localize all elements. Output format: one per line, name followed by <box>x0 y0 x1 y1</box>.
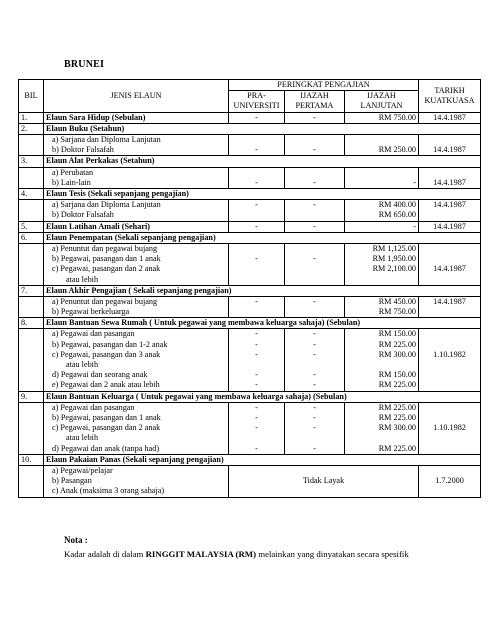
pra-value-cell <box>229 200 285 221</box>
pra-value <box>231 360 282 370</box>
allowance-items <box>44 465 229 497</box>
pra-value: - <box>255 254 258 264</box>
pertama-value: - <box>313 200 316 210</box>
tarikh-value: 1.7.2000 <box>419 465 481 497</box>
page-title: BRUNEI <box>64 59 105 70</box>
table-row <box>19 232 481 243</box>
row-number: 1. <box>19 112 44 123</box>
header-jenis: JENIS ELAUN <box>44 80 229 113</box>
lanjutan-value: RM 1,125.00 <box>372 243 417 253</box>
lanjutan-value-cell <box>345 329 419 391</box>
row-number: 6. <box>19 232 44 243</box>
row-number-spacer <box>19 465 44 497</box>
table-row-items <box>19 135 481 156</box>
lanjutan-value <box>347 135 416 145</box>
lanjutan-value: RM 450.00 <box>378 296 417 306</box>
pertama-value-cell <box>285 243 345 285</box>
allowance-items <box>44 402 229 454</box>
tarikh-value <box>421 403 478 413</box>
header-ijazah-pertama-line2: PERTAMA <box>295 101 334 111</box>
pertama-value-cell <box>285 296 345 317</box>
pra-value <box>231 307 282 317</box>
lanjutan-value: RM 2,100.00 <box>372 264 417 274</box>
row-number: 10. <box>19 454 44 465</box>
allowance-item: atau lebih <box>66 274 99 284</box>
lanjutan-value: RM 300.00 <box>378 349 417 359</box>
tarikh-value <box>421 275 478 285</box>
pra-value-cell <box>229 243 285 285</box>
header-tarikh-line2: KUATKUASA <box>424 95 475 105</box>
pertama-value: - <box>313 380 316 390</box>
pertama-value: - <box>313 254 316 264</box>
pra-value: - <box>255 402 258 412</box>
lanjutan-value: - <box>413 177 417 187</box>
table-row <box>19 156 481 167</box>
pertama-value <box>287 210 342 220</box>
pra-value: - <box>255 443 258 453</box>
table-row-items <box>19 465 481 497</box>
pertama-value-cell <box>285 329 345 391</box>
table-row <box>19 285 481 296</box>
tarikh-value <box>421 307 478 317</box>
lanjutan-value: RM 225.00 <box>378 402 417 412</box>
table-row <box>19 123 481 134</box>
allowance-item: atau lebih <box>66 360 99 370</box>
row-number: 8. <box>19 318 44 329</box>
pertama-value-cell <box>285 135 345 156</box>
row-number-spacer <box>19 329 44 391</box>
row-number-spacer <box>19 243 44 285</box>
table-row <box>19 188 481 199</box>
allowance-item: a) Pegawai/pelajar <box>52 465 113 475</box>
header-pra-line2: UNIVERSITI <box>233 101 280 111</box>
note-currency: RINGGIT MALAYSIA (RM) <box>145 549 257 559</box>
allowance-title: Elaun Buku (Setahun) <box>44 123 481 134</box>
allowance-item: e) Pegawai dan 2 anak atau lebih <box>52 380 160 390</box>
allowance-table-body <box>19 80 481 498</box>
pertama-value: - <box>313 177 316 187</box>
pra-value: - <box>255 423 258 433</box>
lanjutan-value: RM 150.00 <box>378 329 417 339</box>
lanjutan-value: RM 150.00 <box>378 370 417 380</box>
note-title: Nota : <box>64 535 88 545</box>
row-number: 2. <box>19 123 44 134</box>
pra-value: - <box>255 296 258 306</box>
row-number-spacer <box>19 296 44 317</box>
allowance-title: Elaun Bantuan Keluarga ( Untuk pegawai yang membawa keluarga sahaja) (Sebulan) <box>44 391 481 402</box>
allowance-title: Elaun Akhir Pengajian ( Sekali sepanjang pengajian) <box>44 285 481 296</box>
allowance-item: b) Pasangan <box>52 476 92 486</box>
tarikh-value <box>421 444 478 454</box>
allowance-item: a) Sarjana dan Diploma Lanjutan <box>52 200 161 210</box>
lanjutan-value-cell <box>345 135 419 156</box>
pertama-value <box>287 135 342 145</box>
lanjutan-value <box>347 433 416 443</box>
allowance-item: d) Pegawai dan seorang anak <box>52 370 148 380</box>
tarikh-value-cell <box>419 135 481 156</box>
pra-value <box>231 275 282 285</box>
pra-value: - <box>229 221 285 232</box>
allowance-item: b) Doktor Falsafah <box>52 210 114 220</box>
pertama-value: - <box>313 423 316 433</box>
lanjutan-value-cell <box>345 243 419 285</box>
table-row <box>19 318 481 329</box>
tarikh-value <box>421 135 478 145</box>
tarikh-value <box>421 340 478 350</box>
table-row-items <box>19 167 481 188</box>
allowance-title: Elaun Bantuan Sewa Rumah ( Untuk pegawai yang membawa keluarga sahaja) (Sebulan) <box>44 318 481 329</box>
allowance-item: b) Lain-lain <box>52 177 91 187</box>
pertama-value: - <box>313 296 316 306</box>
lanjutan-value <box>347 168 416 178</box>
tarikh-value <box>421 329 478 339</box>
allowance-item: c) Anak (maksima 3 orang sahaja) <box>52 486 165 496</box>
lanjutan-value <box>347 275 416 285</box>
header-ijazah-lanjutan-line2: LANJUTAN <box>360 101 403 111</box>
allowance-item: a) Penuntut dan pegawai bujang <box>52 243 158 253</box>
pertama-value: - <box>313 443 316 453</box>
lanjutan-value: RM 400.00 <box>378 200 417 210</box>
pertama-value: - <box>313 329 316 339</box>
pertama-value <box>287 168 342 178</box>
pertama-value <box>287 433 342 443</box>
tarikh-value: 14.4.1987 <box>433 177 466 187</box>
pra-value <box>231 168 282 178</box>
note-prefix: Kadar adalah di dalam <box>64 549 146 559</box>
pertama-value: - <box>313 402 316 412</box>
row-number: 3. <box>19 156 44 167</box>
row-number: 9. <box>19 391 44 402</box>
allowance-item: d) Pegawai dan anak (tanpa had) <box>52 443 160 453</box>
pertama-value <box>287 275 342 285</box>
pra-value: - <box>255 413 258 422</box>
lanjutan-value: RM 225.00 <box>378 339 417 349</box>
allowance-item: a) Pegawai dan pasangan <box>52 402 135 412</box>
tarikh-value-cell <box>419 329 481 391</box>
lanjutan-value-cell <box>345 167 419 188</box>
tarikh-value: 14.4.1987 <box>419 221 481 232</box>
pertama-value: - <box>313 145 316 155</box>
pra-value: - <box>255 200 258 210</box>
tarikh-value: 14.4.1987 <box>433 200 466 210</box>
pra-value-cell <box>229 135 285 156</box>
pra-value: - <box>255 145 258 155</box>
allowance-item: b) Pegawai, pasangan dan 1-2 anak <box>52 339 168 349</box>
allowance-item: b) Pegawai berkeluarga <box>52 307 130 317</box>
row-number-spacer <box>19 200 44 221</box>
tarikh-value-cell <box>419 402 481 454</box>
table-row-items <box>19 243 481 285</box>
header-pra <box>229 91 285 112</box>
allowance-title: Elaun Latihan Amali (Sehari) <box>44 221 229 232</box>
allowance-items <box>44 243 229 285</box>
tarikh-value <box>421 380 478 390</box>
pertama-value <box>287 360 342 370</box>
allowance-items <box>44 167 229 188</box>
lanjutan-value: RM 300.00 <box>378 423 417 433</box>
pertama-value: - <box>313 339 316 349</box>
pra-value: - <box>229 112 285 123</box>
header-tarikh <box>419 80 481 113</box>
row-number-spacer <box>19 402 44 454</box>
pertama-value: - <box>313 370 316 380</box>
pra-value: - <box>255 380 258 390</box>
pra-value <box>231 264 282 274</box>
allowance-item: atau lebih <box>66 433 99 443</box>
pra-value: - <box>255 339 258 349</box>
pertama-value-cell <box>285 167 345 188</box>
allowance-item: a) Pegawai dan pasangan <box>52 329 135 339</box>
table-row-items <box>19 329 481 391</box>
pra-value-cell <box>229 402 285 454</box>
allowance-item: b) Doktor Falsafah <box>52 145 114 155</box>
tarikh-value <box>421 210 478 220</box>
header-bil: BIL <box>19 80 44 113</box>
table-row <box>19 221 481 232</box>
header-peringkat: PERINGKAT PENGAJIAN <box>229 80 419 91</box>
header-ijazah-lanjutan <box>345 91 419 112</box>
pertama-value <box>287 307 342 317</box>
pra-value: - <box>255 329 258 339</box>
table-row <box>19 112 481 123</box>
tarikh-value <box>421 254 478 264</box>
tarikh-value-cell <box>419 200 481 221</box>
allowance-item: a) Perubatan <box>52 167 94 177</box>
pertama-value-cell <box>285 402 345 454</box>
row-number-spacer <box>19 167 44 188</box>
tarikh-value: 14.4.1987 <box>419 112 481 123</box>
table-row-items <box>19 402 481 454</box>
allowance-item: c) Pegawai, pasangan dan 2 anak <box>52 264 161 274</box>
lanjutan-value: RM 1,950.00 <box>372 254 417 264</box>
header-ijazah-lanjutan-line1: IJAZAH <box>367 91 396 101</box>
lanjutan-value: RM 650.00 <box>378 210 417 220</box>
allowance-title: Elaun Sara Hidup (Sebulan) <box>44 112 229 123</box>
allowance-items <box>44 200 229 221</box>
allowance-title: Elaun Pakaian Panas (Sekali sepanjang pengajian) <box>44 454 481 465</box>
allowance-items <box>44 135 229 156</box>
tarikh-value: 1.10.1982 <box>433 349 466 359</box>
pertama-value: - <box>285 112 345 123</box>
tarikh-value: 14.4.1987 <box>433 296 466 306</box>
allowance-items <box>44 329 229 391</box>
pertama-value <box>287 264 342 274</box>
pra-value-cell <box>229 329 285 391</box>
pra-value: - <box>255 349 258 359</box>
row-number: 4. <box>19 188 44 199</box>
note-text <box>64 549 409 559</box>
tarikh-value <box>421 433 478 443</box>
lanjutan-value <box>347 360 416 370</box>
tarikh-value <box>421 244 478 254</box>
pertama-value <box>287 244 342 254</box>
lanjutan-value: RM 750.00 <box>378 307 417 317</box>
tarikh-value <box>421 370 478 380</box>
pra-value: - <box>255 177 258 187</box>
allowance-title: Elaun Penempatan (Sekali sepanjang pengajian) <box>44 232 481 243</box>
table-row <box>19 391 481 402</box>
header-ijazah-pertama <box>285 91 345 112</box>
lanjutan-value: RM 250.00 <box>378 145 417 155</box>
pertama-value: - <box>285 221 345 232</box>
lanjutan-value-cell <box>345 200 419 221</box>
table-row-items <box>19 296 481 317</box>
tarikh-value <box>421 360 478 370</box>
row-number: 5. <box>19 221 44 232</box>
tarikh-value: 1.10.1982 <box>433 423 466 433</box>
status-value: Tidak Layak <box>229 465 419 497</box>
lanjutan-value: RM 225.00 <box>378 380 417 390</box>
lanjutan-value: RM 225.00 <box>378 443 417 453</box>
table-row <box>19 454 481 465</box>
allowance-item: b) Pegawai, pasangan dan 1 anak <box>52 413 161 422</box>
note-suffix: melainkan yang dinyatakan secara spesifik <box>256 549 409 559</box>
allowance-item: b) Pegawai, pasangan dan 1 anak <box>52 254 161 264</box>
allowance-title: Elaun Tesis (Sekali sepanjang pengajian) <box>44 188 481 199</box>
allowance-title: Elaun Alat Perkakas (Setahun) <box>44 156 481 167</box>
pra-value <box>231 210 282 220</box>
pra-value <box>231 433 282 443</box>
lanjutan-value: RM 750.00 <box>345 112 419 123</box>
allowance-item: a) Sarjana dan Diploma Lanjutan <box>52 135 161 145</box>
pra-value-cell <box>229 167 285 188</box>
tarikh-value-cell <box>419 243 481 285</box>
allowance-item: c) Pegawai, pasangan dan 2 anak <box>52 423 161 433</box>
pra-value <box>231 244 282 254</box>
pra-value: - <box>255 370 258 380</box>
tarikh-value-cell <box>419 167 481 188</box>
tarikh-value <box>421 168 478 178</box>
allowance-item: a) Penuntut dan pegawai bujang <box>52 296 158 306</box>
header-pra-line1: PRA- <box>247 91 266 101</box>
pra-value-cell <box>229 296 285 317</box>
allowance-items <box>44 296 229 317</box>
pertama-value: - <box>313 349 316 359</box>
lanjutan-value-cell <box>345 402 419 454</box>
tarikh-value: 14.4.1987 <box>433 264 466 274</box>
table-row-items <box>19 200 481 221</box>
pra-value <box>231 135 282 145</box>
lanjutan-value: RM 225.00 <box>378 413 417 422</box>
tarikh-value: 14.4.1987 <box>433 145 466 155</box>
pertama-value-cell <box>285 200 345 221</box>
row-number: 7. <box>19 285 44 296</box>
lanjutan-value-cell <box>345 296 419 317</box>
row-number-spacer <box>19 135 44 156</box>
tarikh-value-cell <box>419 296 481 317</box>
header-ijazah-pertama-line1: IJAZAH <box>300 91 329 101</box>
header-row-1 <box>19 80 481 91</box>
pertama-value: - <box>313 413 316 422</box>
allowance-table <box>18 79 481 498</box>
tarikh-value <box>421 413 478 423</box>
header-tarikh-line1: TARIKH <box>434 85 465 95</box>
lanjutan-value: - <box>345 221 419 232</box>
allowance-item: c) Pegawai, pasangan dan 3 anak <box>52 349 161 359</box>
